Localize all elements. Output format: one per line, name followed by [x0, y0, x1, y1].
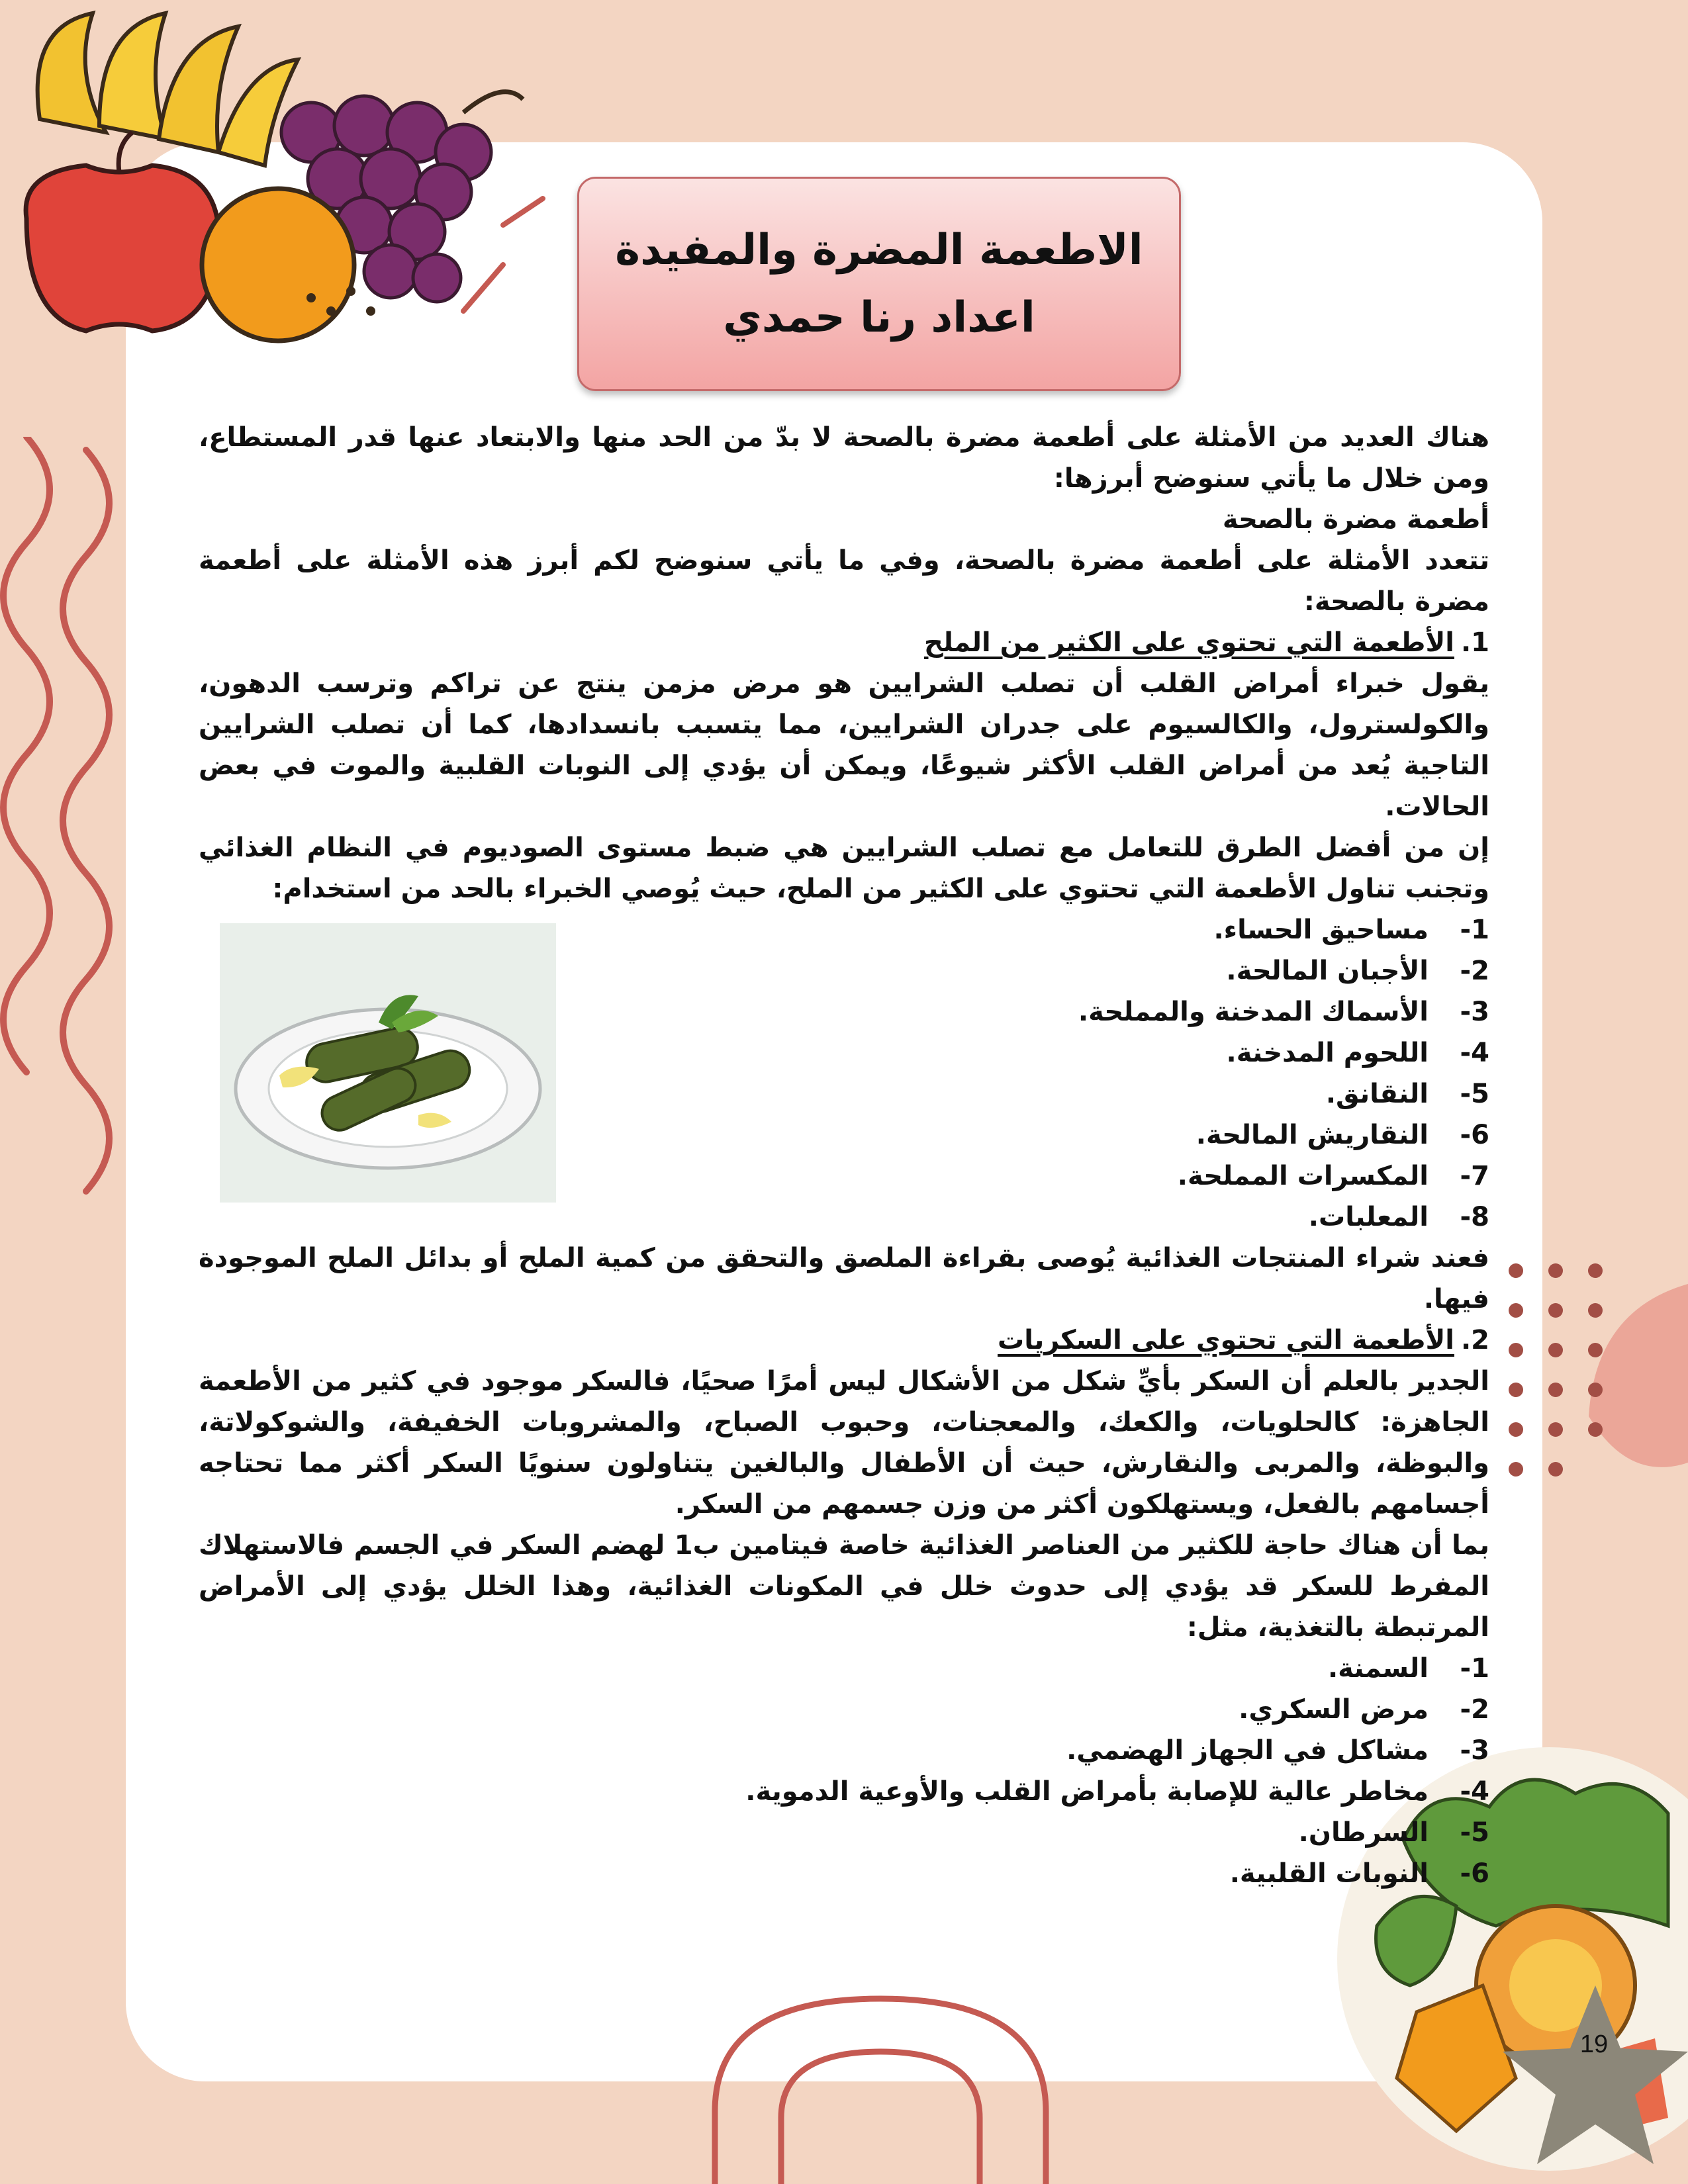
list-item: 6- النقاريش المالحة. [1196, 1120, 1489, 1150]
salty-foods-list [199, 909, 1489, 1238]
title-box [577, 177, 1181, 391]
list-item: 1- مساحيق الحساء. [1213, 915, 1489, 945]
fruit-illustration [0, 0, 569, 371]
list-item: 6- النوبات القلبية. [1229, 1858, 1489, 1889]
arches-decoration [662, 1959, 1192, 2184]
page-number: 19 [1579, 2030, 1609, 2058]
list-item: 3- الأسماك المدخنة والمملحة. [1078, 997, 1489, 1027]
section-2-heading [199, 1320, 1489, 1361]
list-item: 4- اللحوم المدخنة. [1226, 1038, 1489, 1068]
list-item: 2- مرض السكري. [1239, 1694, 1489, 1725]
list-item: 5- السرطان. [1298, 1817, 1489, 1848]
list-item: 5- النقانق. [1325, 1079, 1489, 1109]
section-2-number: 2. [1460, 1325, 1489, 1355]
section-1-paragraph-2: إن من أفضل الطرق للتعامل مع تصلب الشرايين هي ضبط مستوى الصوديوم في النظام الغذائي وتجنب تناول الأطعمة التي تحتوي على الكثير من الملح، حيث يُوصي الخبراء بالحد من استخدام: [199, 833, 1489, 904]
dots-decoration [1496, 1244, 1688, 1575]
list-item: 3- مشاكل في الجهاز الهضمي. [1066, 1735, 1489, 1766]
intro-paragraph-2: تتعدد الأمثلة على أطعمة مضرة بالصحة، وفي ما يأتي سنوضح لكم أبرز هذه الأمثلة على أطعمة مضرة بالصحة: [199, 545, 1489, 617]
list-item: 4- مخاطر عالية للإصابة بأمراض القلب والأوعية الدموية. [745, 1776, 1489, 1807]
section-2-paragraph: الجدير بالعلم أن السكر بأيِّ شكل من الأشكال ليس أمرًا صحيًا، فالسكر موجود في كثير من الأطعمة الجاهزة: كالحلويات، والكعك، والمعجنات، وحبوب الصباح، والمشروبات الخفيفة، والشوكولاتة، والبوظة، والمربى والنقارش، حيث أن الأطفال والبالغين يتناولون سنويًا السكر أكثر مما تحتاجه أجسامهم بالفعل، ويستهلكون أكثر من وزن جسمهم من السكر. [199, 1366, 1489, 1520]
author-line: اعداد رنا حمدي [723, 293, 1035, 342]
intro-paragraph: هناك العديد من الأمثلة على أطعمة مضرة بالصحة لا بدّ من الحد منها والابتعاد عنها قدر المستطاع، ومن خلال ما يأتي سنوضح أبرزها: [199, 422, 1489, 494]
page-star-badge [1503, 1979, 1688, 2171]
list-item: 8- المعلبات. [1308, 1202, 1489, 1232]
section-1-paragraph-3: فعند شراء المنتجات الغذائية يُوصى بقراءة الملصق والتحقق من كمية الملح أو بدائل الملح الموجودة فيها. [199, 1243, 1489, 1314]
section-2-paragraph-2: بما أن هناك حاجة للكثير من العناصر الغذائية خاصة فيتامين ب1 لهضم السكر في الجسم فالاستهلاك المفرط للسكر قد يؤدي إلى حدوث خلل في المكونات الغذائية، وهذا الخلل يؤدي إلى الأمراض المرتبطة بالتغذية، مثل: [199, 1530, 1489, 1643]
list-item: 1- السمنة. [1327, 1653, 1489, 1684]
list-item: 7- المكسرات المملحة. [1177, 1161, 1489, 1191]
section-2-title: الأطعمة التي تحتوي على السكريات [998, 1325, 1454, 1355]
intro-subtitle: أطعمة مضرة بالصحة [1222, 504, 1489, 535]
sugar-diseases-list [199, 1648, 1489, 1894]
section-1-heading [199, 622, 1489, 663]
article-body [199, 417, 1489, 1894]
page-title: الاطعمة المضرة والمفيدة [615, 225, 1143, 275]
squiggle-decoration [0, 437, 172, 1297]
section-1-number: 1. [1460, 627, 1489, 658]
section-1-title: الأطعمة التي تحتوي على الكثير من الملح [924, 627, 1454, 658]
section-1-paragraph: يقول خبراء أمراض القلب أن تصلب الشرايين هو مرض مزمن ينتج عن تراكم وترسب الدهون، والكولسترول، والكالسيوم على جدران الشرايين، مما يتسبب بانسدادها، كما أن تصلب الشرايين التاجية يُعد من أمراض القلب الأكثر شيوعًا، ويمكن أن يؤدي إلى النوبات القلبية والموت في بعض الحالات. [199, 668, 1489, 822]
list-item: 2- الأجبان المالحة. [1226, 956, 1489, 986]
